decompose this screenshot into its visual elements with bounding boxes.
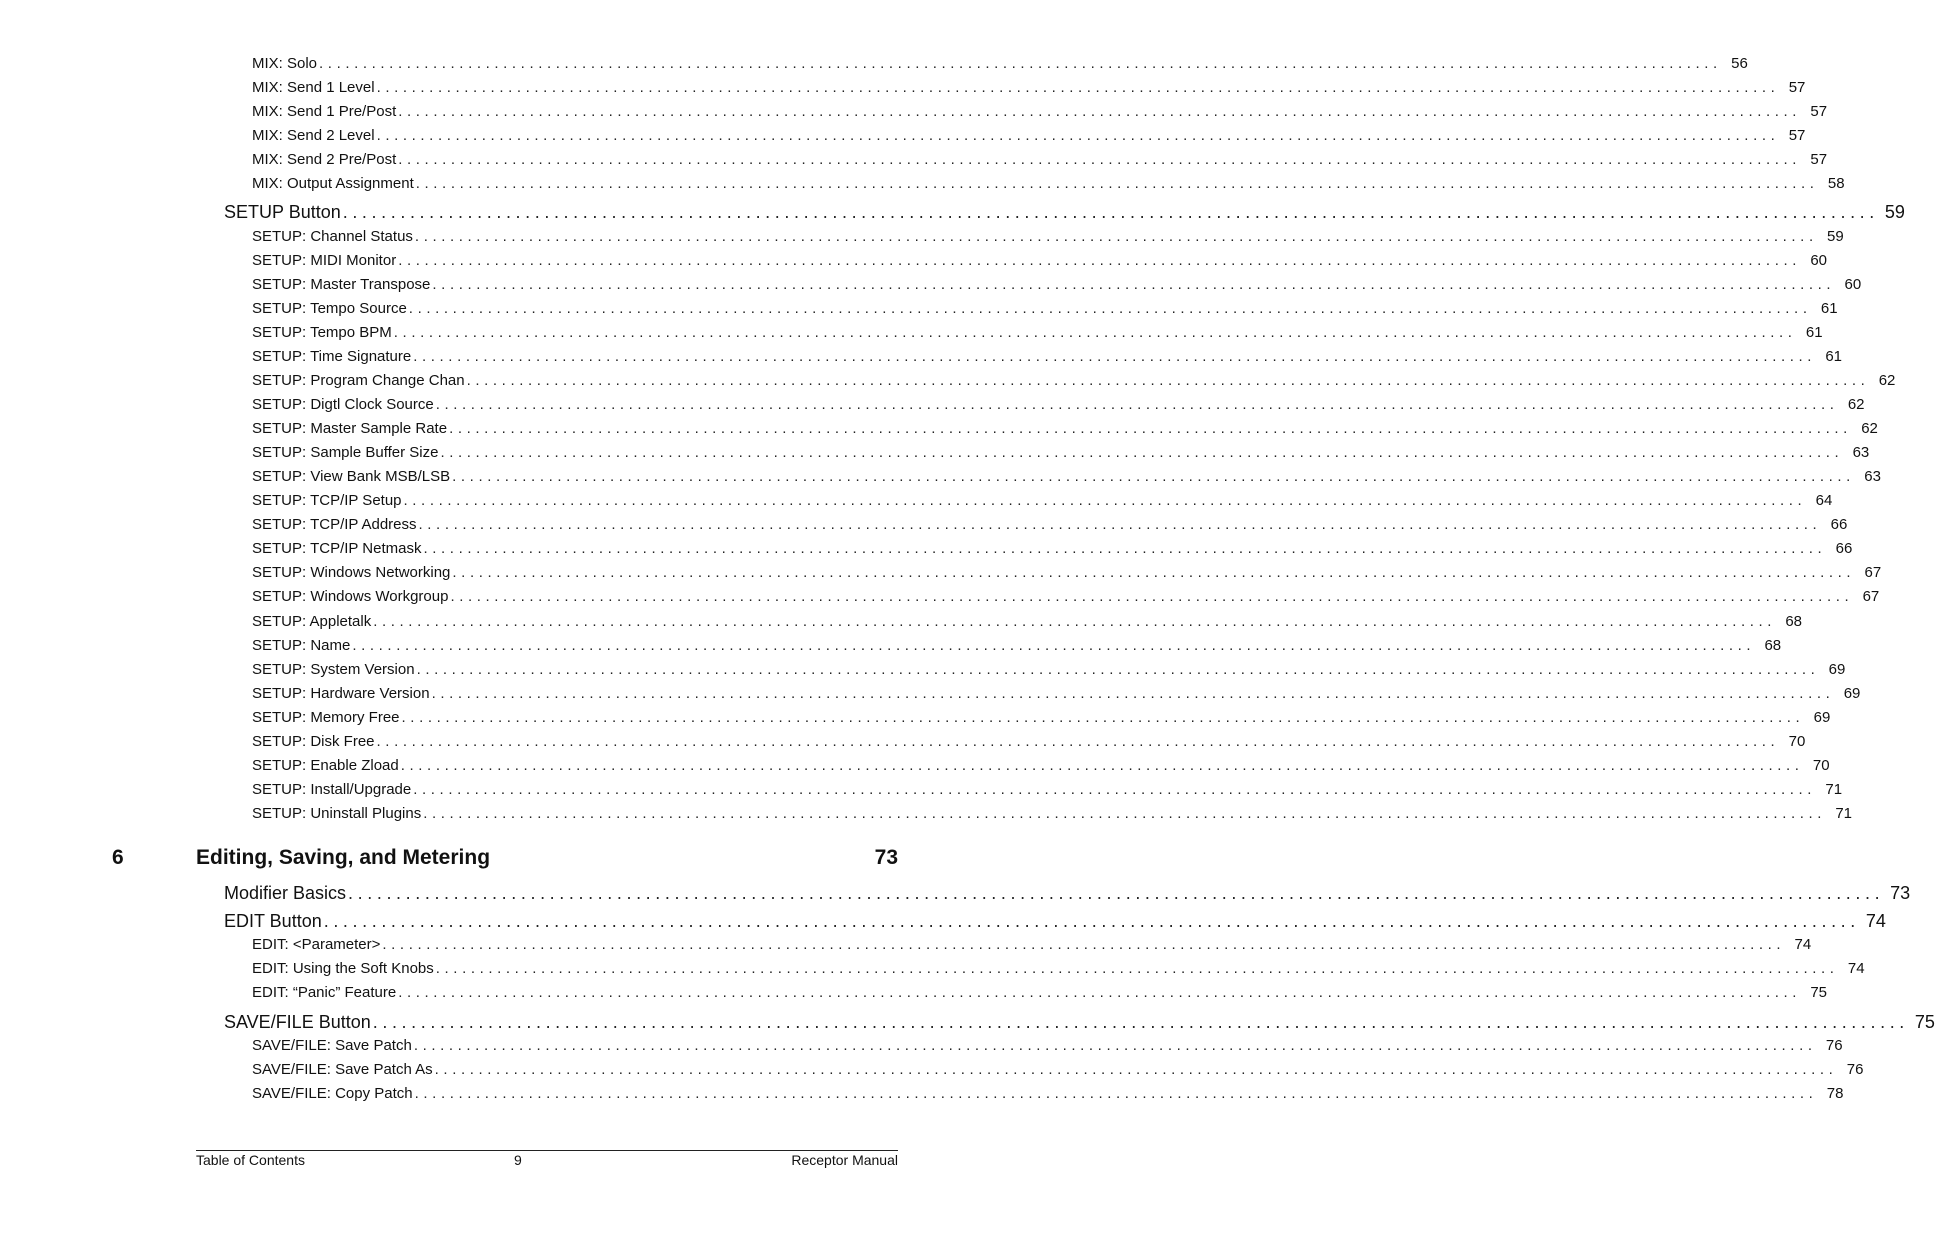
toc-entry-title: SETUP Button (224, 202, 341, 222)
chapter-number: 6 (112, 846, 124, 869)
toc-subentry[interactable] (252, 563, 1882, 583)
toc-entry-title: SETUP: TCP/IP Setup (252, 492, 402, 509)
toc-subentry[interactable] (252, 347, 1843, 367)
toc-page-number: 62 (1878, 372, 1896, 389)
toc-page-number: 64 (1815, 492, 1833, 509)
toc-page-number: 69 (1828, 661, 1846, 678)
toc-page-number: 60 (1844, 276, 1862, 293)
toc-entry-title: SETUP: TCP/IP Netmask (252, 540, 422, 557)
dot-leader: ................................................................................................................................................................ (413, 781, 1817, 798)
dot-leader: ................................................................................................................................................................ (352, 637, 1756, 654)
toc-subentry[interactable] (252, 1084, 1844, 1104)
toc-page-number: 62 (1861, 420, 1878, 437)
toc-page-number: 57 (1788, 127, 1806, 144)
toc-subentry[interactable] (252, 515, 1848, 535)
toc-subentry[interactable] (252, 419, 1878, 439)
toc-section-entry[interactable] (224, 201, 1905, 223)
toc-entry-title: SAVE/FILE Button (224, 1012, 371, 1032)
toc-page-number: 62 (1847, 396, 1865, 413)
toc-page-number: 74 (1794, 936, 1812, 953)
toc-entry-title: MIX: Send 2 Pre/Post (252, 151, 397, 168)
toc-subentry[interactable] (252, 299, 1838, 319)
dot-leader: ................................................................................................................................................................ (400, 757, 1804, 774)
toc-page-number: 57 (1810, 151, 1828, 168)
toc-entry-title: SETUP: Hardware Version (252, 685, 430, 702)
dot-leader: ................................................................................................................................................................ (376, 79, 1780, 96)
toc-subentry[interactable] (252, 275, 1862, 295)
toc-page-number: 66 (1835, 540, 1853, 557)
toc-page-number: 57 (1788, 79, 1806, 96)
toc-entry-title: MIX: Send 1 Pre/Post (252, 103, 397, 120)
toc-page-number: 76 (1825, 1037, 1843, 1054)
toc-page-number: 59 (1884, 202, 1905, 222)
toc-section-entry[interactable] (224, 910, 1886, 932)
toc-page-number: 67 (1864, 564, 1882, 581)
dot-leader: ................................................................................................................................................................ (418, 516, 1822, 533)
dot-leader: ................................................................................................................................................................ (414, 228, 1818, 245)
toc-subentry[interactable] (252, 227, 1844, 247)
toc-subentry[interactable] (252, 983, 1828, 1003)
dot-leader: ................................................................................................................................................................ (466, 372, 1870, 389)
dot-leader: ................................................................................................................................................................ (403, 492, 1807, 509)
toc-page-number: 75 (1914, 1012, 1935, 1032)
dot-leader: ................................................................................................................................................................ (452, 564, 1856, 581)
toc-entry-title: EDIT: <Parameter> (252, 936, 381, 953)
footer-document-title: Receptor Manual (791, 1152, 898, 1168)
dot-leader: ................................................................................................................................................................ (423, 805, 1827, 822)
toc-entry-title: SETUP: Program Change Chan (252, 372, 465, 389)
toc-subentry[interactable] (252, 54, 1748, 74)
dot-leader: ................................................................................................................................................................ (393, 324, 1797, 341)
dot-leader: ................................................................................................................................................................ (408, 300, 1812, 317)
toc-subentry[interactable] (252, 126, 1806, 146)
toc-page-number: 58 (1827, 175, 1845, 192)
toc-subentry[interactable] (252, 150, 1828, 170)
dot-leader: ................................................................................................................................................................ (373, 613, 1777, 630)
dot-leader: ................................................................................................................................................................ (434, 1061, 1838, 1078)
dot-leader: ................................................................................................................................................................ (431, 685, 1835, 702)
toc-page-number: 75 (1810, 984, 1828, 1001)
toc-subentry[interactable] (252, 323, 1823, 343)
toc-entry-title: SETUP: Master Sample Rate (252, 420, 448, 437)
toc-chapter-heading[interactable] (110, 845, 898, 871)
toc-entry-title: SETUP: Master Transpose (252, 276, 431, 293)
dot-leader: ................................................................................................................................................................ (449, 420, 1852, 437)
toc-subentry[interactable] (252, 1060, 1864, 1080)
toc-subentry[interactable] (252, 491, 1833, 511)
dot-leader: ................................................................................................................................................................ (372, 1012, 1909, 1032)
toc-page-number: 78 (1826, 1085, 1844, 1102)
toc-entry-title: SETUP: Sample Buffer Size (252, 444, 439, 461)
toc-page-number: 63 (1864, 468, 1881, 485)
dot-leader: ................................................................................................................................................................ (342, 202, 1879, 222)
toc-entry-title: MIX: Send 2 Level (252, 127, 375, 144)
toc-page-number: 61 (1805, 324, 1823, 341)
footer-page-number: 9 (514, 1152, 522, 1168)
toc-subentry[interactable] (252, 395, 1865, 415)
dot-leader: ................................................................................................................................................................ (450, 588, 1854, 605)
toc-entry-title: SETUP: Uninstall Plugins (252, 805, 422, 822)
chapter-page-number: 73 (874, 846, 898, 869)
toc-page-number: 61 (1820, 300, 1838, 317)
dot-leader: ................................................................................................................................................................ (423, 540, 1827, 557)
toc-entry-title: SETUP: Name (252, 637, 351, 654)
chapter-title: Editing, Saving, and Metering (196, 846, 491, 869)
toc-page-number: 71 (1825, 781, 1843, 798)
dot-leader: ................................................................................................................................................................ (348, 883, 1885, 903)
toc-subentry[interactable] (252, 443, 1870, 463)
dot-leader: ................................................................................................................................................................ (413, 1037, 1817, 1054)
toc-entry-title: EDIT: “Panic” Feature (252, 984, 397, 1001)
toc-subentry[interactable] (252, 804, 1853, 824)
toc-entry-title: SETUP: Digtl Clock Source (252, 396, 434, 413)
dot-leader: ................................................................................................................................................................ (415, 175, 1819, 192)
toc-section-entry[interactable] (224, 882, 1911, 904)
toc-page-number: 61 (1825, 348, 1843, 365)
toc-page-number: 67 (1862, 588, 1880, 605)
dot-leader: ................................................................................................................................................................ (452, 468, 1855, 485)
toc-subentry[interactable] (252, 959, 1865, 979)
toc-entry-title: EDIT: Using the Soft Knobs (252, 960, 434, 977)
dot-leader: ................................................................................................................................................................ (414, 1085, 1818, 1102)
toc-page-number: 76 (1846, 1061, 1864, 1078)
dot-leader: ................................................................................................................................................................ (432, 276, 1836, 293)
page-footer (196, 1150, 898, 1171)
toc-entry-title: SAVE/FILE: Copy Patch (252, 1085, 413, 1102)
toc-subentry[interactable] (252, 660, 1846, 680)
toc-page-number: 56 (1731, 55, 1748, 72)
dot-leader: ................................................................................................................................................................ (398, 151, 1802, 168)
toc-subentry[interactable] (252, 780, 1843, 800)
toc-page-number: 68 (1785, 613, 1803, 630)
toc-entry-title: MIX: Output Assignment (252, 175, 414, 192)
toc-page-number: 71 (1835, 805, 1853, 822)
toc-subentry[interactable] (252, 684, 1861, 704)
toc-entry-title: SETUP: MIDI Monitor (252, 252, 397, 269)
toc-entry-title: SETUP: Tempo Source (252, 300, 407, 317)
toc-entry-title: SETUP: Time Signature (252, 348, 412, 365)
toc-subentry[interactable] (252, 732, 1806, 752)
dot-leader: ................................................................................................................................................................ (319, 55, 1722, 72)
toc-entry-title: SETUP: TCP/IP Address (252, 516, 417, 533)
toc-page-number: 69 (1843, 685, 1861, 702)
dot-leader: ................................................................................................................................................................ (416, 661, 1820, 678)
toc-entry-title: SETUP: Channel Status (252, 228, 413, 245)
toc-subentry[interactable] (252, 467, 1881, 487)
toc-entry-title: SETUP: View Bank MSB/LSB (252, 468, 451, 485)
toc-subentry[interactable] (252, 174, 1845, 194)
toc-page-number: 74 (1865, 911, 1886, 931)
toc-entry-title: Modifier Basics (224, 883, 347, 903)
toc-entry-title: SAVE/FILE: Save Patch (252, 1037, 412, 1054)
dot-leader: ................................................................................................................................................................ (401, 709, 1805, 726)
toc-entry-title: SETUP: Install/Upgrade (252, 781, 412, 798)
toc-entry-title: SETUP: Enable Zload (252, 757, 399, 774)
toc-subentry[interactable] (252, 102, 1828, 122)
dot-leader: ................................................................................................................................................................ (382, 936, 1786, 953)
toc-entry-title: SETUP: Appletalk (252, 613, 372, 630)
toc-entry-title: SETUP: Windows Workgroup (252, 588, 449, 605)
dot-leader: ................................................................................................................................................................ (435, 960, 1839, 977)
footer-section-title: Table of Contents (196, 1152, 305, 1168)
toc-entry-title: SETUP: Memory Free (252, 709, 400, 726)
toc-page-number: 57 (1810, 103, 1828, 120)
toc-subentry[interactable] (252, 935, 1812, 955)
toc-entry-title: SETUP: Tempo BPM (252, 324, 392, 341)
toc-subentry[interactable] (252, 756, 1830, 776)
toc-page-number: 68 (1764, 637, 1782, 654)
toc-subentry[interactable] (252, 539, 1853, 559)
toc-subentry[interactable] (252, 612, 1803, 632)
toc-subentry[interactable] (252, 1036, 1843, 1056)
toc-subentry[interactable] (252, 251, 1827, 271)
toc-entry-title: SETUP: Windows Networking (252, 564, 451, 581)
toc-page-number: 70 (1788, 733, 1806, 750)
toc-subentry[interactable] (252, 636, 1782, 656)
toc-entry-title: EDIT Button (224, 911, 322, 931)
toc-entry-title: MIX: Solo (252, 55, 318, 72)
dot-leader: ................................................................................................................................................................ (323, 911, 1860, 931)
toc-section-entry[interactable] (224, 1011, 1935, 1033)
toc-page-number: 74 (1847, 960, 1865, 977)
toc-subentry[interactable] (252, 78, 1806, 98)
toc-page-number: 70 (1812, 757, 1830, 774)
toc-entry-title: SAVE/FILE: Save Patch As (252, 1061, 433, 1078)
dot-leader: ................................................................................................................................................................ (398, 103, 1802, 120)
dot-leader: ................................................................................................................................................................ (440, 444, 1844, 461)
dot-leader: ................................................................................................................................................................ (435, 396, 1839, 413)
toc-entry-title: SETUP: Disk Free (252, 733, 375, 750)
toc-entry-title: MIX: Send 1 Level (252, 79, 375, 96)
toc-subentry[interactable] (252, 371, 1896, 391)
toc-subentry[interactable] (252, 708, 1831, 728)
dot-leader: ................................................................................................................................................................ (376, 127, 1780, 144)
toc-page-number: 63 (1852, 444, 1870, 461)
toc-subentry[interactable] (252, 587, 1880, 607)
dot-leader: ................................................................................................................................................................ (398, 252, 1801, 269)
toc-page-number: 59 (1827, 228, 1844, 245)
toc-page-number: 60 (1810, 252, 1827, 269)
toc-page-number: 66 (1830, 516, 1848, 533)
toc-page-number: 69 (1813, 709, 1831, 726)
dot-leader: ................................................................................................................................................................ (413, 348, 1817, 365)
dot-leader: ................................................................................................................................................................ (376, 733, 1780, 750)
toc-page-number: 73 (1890, 883, 1911, 903)
dot-leader: ................................................................................................................................................................ (398, 984, 1802, 1001)
toc-entry-title: SETUP: System Version (252, 661, 415, 678)
